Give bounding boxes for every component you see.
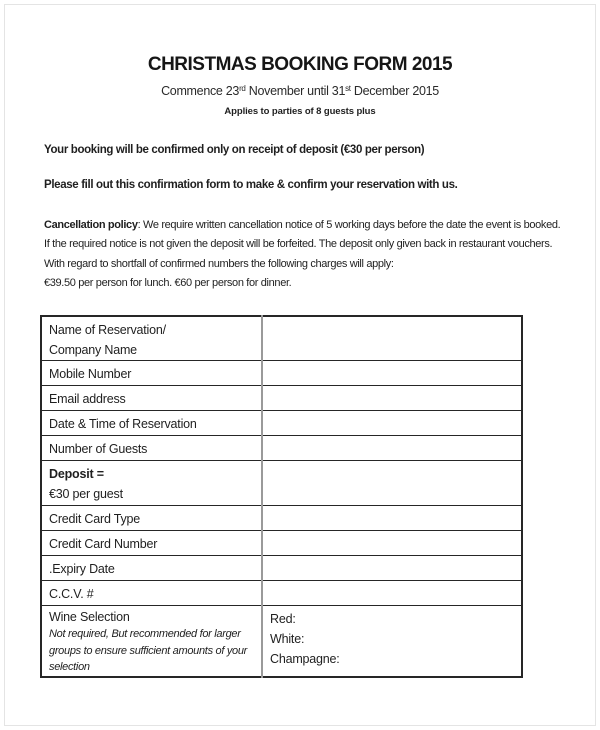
card-type-label-cell: Credit Card Type bbox=[49, 512, 141, 526]
expiry-label-cell: .Expiry Date bbox=[49, 562, 115, 576]
cancellation-policy-label: Cancellation policy bbox=[44, 219, 138, 231]
table-row-deposit bbox=[41, 461, 522, 506]
ccv-label-cell: C.C.V. # bbox=[49, 587, 94, 601]
deposit-label-cell bbox=[41, 461, 262, 506]
wine-red-label: Red: bbox=[270, 612, 296, 626]
wine-note-line3: selection bbox=[49, 661, 90, 673]
table-row-ccv bbox=[41, 581, 522, 606]
cancellation-line-1-text: : We require written cancellation notice of 5 working days before the date the event is booked. bbox=[137, 219, 561, 231]
cancellation-line-3: With regard to shortfall of confirmed numbers the following charges will apply: bbox=[44, 257, 394, 270]
subtitle-text: November until 31 bbox=[245, 84, 346, 98]
cancellation-line-1 bbox=[44, 216, 560, 235]
ccv-input-cell[interactable] bbox=[262, 581, 522, 606]
table-row-card-type bbox=[41, 506, 522, 531]
name-company-input-cell[interactable] bbox=[262, 316, 522, 361]
cancellation-line-2: If the required notice is not given the deposit will be forfeited. The deposit only given back in restaurant vouchers. bbox=[44, 238, 553, 251]
wine-label-cell bbox=[41, 606, 262, 677]
deposit-confirmation-statement: Your booking will be confirmed only on receipt of deposit (€30 per person) bbox=[44, 144, 425, 156]
cancellation-line-4: €39.50 per person for lunch. €60 per person for dinner. bbox=[44, 276, 292, 289]
card-number-input-cell[interactable] bbox=[262, 531, 522, 556]
wine-note-line2: groups to ensure sufficient amounts of your bbox=[49, 644, 248, 657]
table-row-wine bbox=[41, 606, 522, 677]
name-label-cell bbox=[41, 316, 262, 361]
wine-selection-input-cell[interactable] bbox=[262, 606, 522, 677]
booking-form-table bbox=[40, 315, 523, 678]
cancellation-policy bbox=[44, 216, 560, 293]
wine-white-label: White: bbox=[270, 632, 305, 646]
expiry-input-cell[interactable] bbox=[262, 556, 522, 581]
name-label-line1: Name of Reservation/ bbox=[49, 323, 166, 337]
wine-note-line1: Not required, But recommended for larger bbox=[49, 628, 241, 640]
subtitle-text: Commence 23 bbox=[161, 84, 240, 98]
table-row-email bbox=[41, 386, 522, 411]
email-input-cell[interactable] bbox=[262, 386, 522, 411]
page-title: CHRISTMAS BOOKING FORM 2015 bbox=[147, 54, 453, 75]
applies-note: Applies to parties of 8 guests plus bbox=[224, 106, 376, 117]
date-time-label-cell: Date & Time of Reservation bbox=[49, 417, 197, 431]
deposit-label-line1: Deposit = bbox=[49, 467, 104, 481]
email-label-cell: Email address bbox=[49, 392, 126, 406]
table-row-name bbox=[41, 316, 522, 361]
subtitle-text: December 2015 bbox=[350, 84, 439, 98]
deposit-label-line2: €30 per guest bbox=[49, 487, 123, 501]
mobile-label-cell: Mobile Number bbox=[49, 367, 132, 381]
table-row-guests bbox=[41, 436, 522, 461]
deposit-input-cell[interactable] bbox=[262, 461, 522, 506]
card-number-label-cell: Credit Card Number bbox=[49, 537, 158, 551]
ordinal-superscript: rd bbox=[239, 84, 246, 93]
name-label-line2: Company Name bbox=[49, 343, 137, 357]
table-row-date-time bbox=[41, 411, 522, 436]
card-type-input-cell[interactable] bbox=[262, 506, 522, 531]
fill-out-statement: Please fill out this confirmation form to make & confirm your reservation with us. bbox=[44, 179, 458, 191]
mobile-number-input-cell[interactable] bbox=[262, 361, 522, 386]
wine-champagne-label: Champagne: bbox=[270, 652, 340, 666]
guests-input-cell[interactable] bbox=[262, 436, 522, 461]
table-row-expiry bbox=[41, 556, 522, 581]
table-row-card-number bbox=[41, 531, 522, 556]
ordinal-superscript: st bbox=[345, 84, 351, 93]
wine-label-title: Wine Selection bbox=[49, 610, 130, 624]
guests-label-cell: Number of Guests bbox=[49, 442, 148, 456]
table-row-mobile bbox=[41, 361, 522, 386]
date-range-subtitle bbox=[0, 84, 600, 98]
date-time-input-cell[interactable] bbox=[262, 411, 522, 436]
